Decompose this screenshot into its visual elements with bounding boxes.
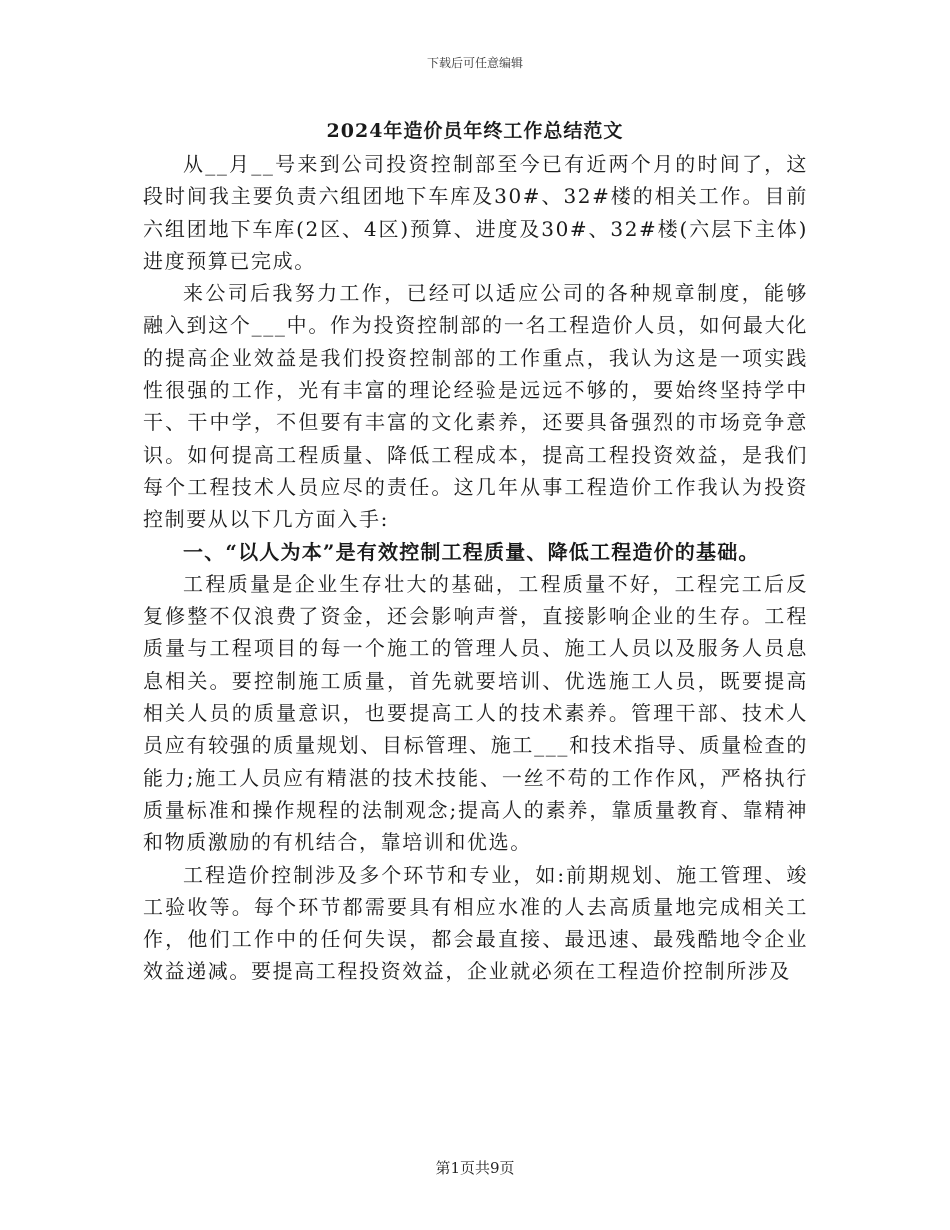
- paragraph-work-attitude: 来公司后我努力工作，已经可以适应公司的各种规章制度，能够融入到这个___中。作为投资控制部的一名工程造价人员，如何最大化的提高企业效益是我们投资控制部的工作重点，我认为这是一项实践性很强的工作，光有丰富的理论经验是远远不够的，要始终坚持学中干、干中学，不但要有丰富的文化素养，还要具备强烈的市场竞争意识。如何提高工程质量、降低工程成本，提高工程投资效益，是我们每个工程技术人员应尽的责任。这几年从事工程造价工作我认为投资控制要从以下几方面入手:: [143, 281, 808, 532]
- document-title: 2024年造价员年终工作总结范文: [326, 120, 624, 142]
- paragraph-quality: 工程质量是企业生存壮大的基础，工程质量不好，工程完工后反复修整不仅浪费了资金，还会影响声誉，直接影响企业的生存。工程质量与工程项目的每一个施工的管理人员、施工人员以及服务人员息息相关。要控制施工质量，首先就要培训、优选施工人员，既要提高相关人员的质量意识，也要提高工人的技术素养。管理干部、技术人员应有较强的质量规划、目标管理、施工___和技术指导、质量检查的能力;施工人员应有精湛的技术技能、一丝不苟的工作作风，严格执行质量标准和操作规程的法制观念;提高人的素养，靠质量教育、靠精神和物质激励的有机结合，靠培训和优选。: [143, 571, 808, 855]
- page-header-note: 下载后可任意编辑: [426, 56, 523, 70]
- section-heading-people-first: 一、“以人为本”是有效控制工程质量、降低工程造价的基础。: [183, 539, 760, 564]
- document-body: [143, 148, 808, 988]
- page-number: 第1页共9页: [435, 1159, 515, 1177]
- paragraph-intro: 从__月__号来到公司投资控制部至今已有近两个月的时间了，这段时间我主要负责六组团地下车库及30#、32#楼的相关工作。目前六组团地下车库(2区、4区)预算、进度及30#、32#楼(六层下主体)进度预算已完成。: [143, 152, 808, 273]
- paragraph-cost-control: 工程造价控制涉及多个环节和专业，如:前期规划、施工管理、竣工验收等。每个环节都需要具有相应水准的人去高质量地完成相关工作，他们工作中的任何失误，都会最直接、最迅速、最残酷地令企业效益递减。要提高工程投资效益，企业就必须在工程造价控制所涉及: [143, 862, 808, 984]
